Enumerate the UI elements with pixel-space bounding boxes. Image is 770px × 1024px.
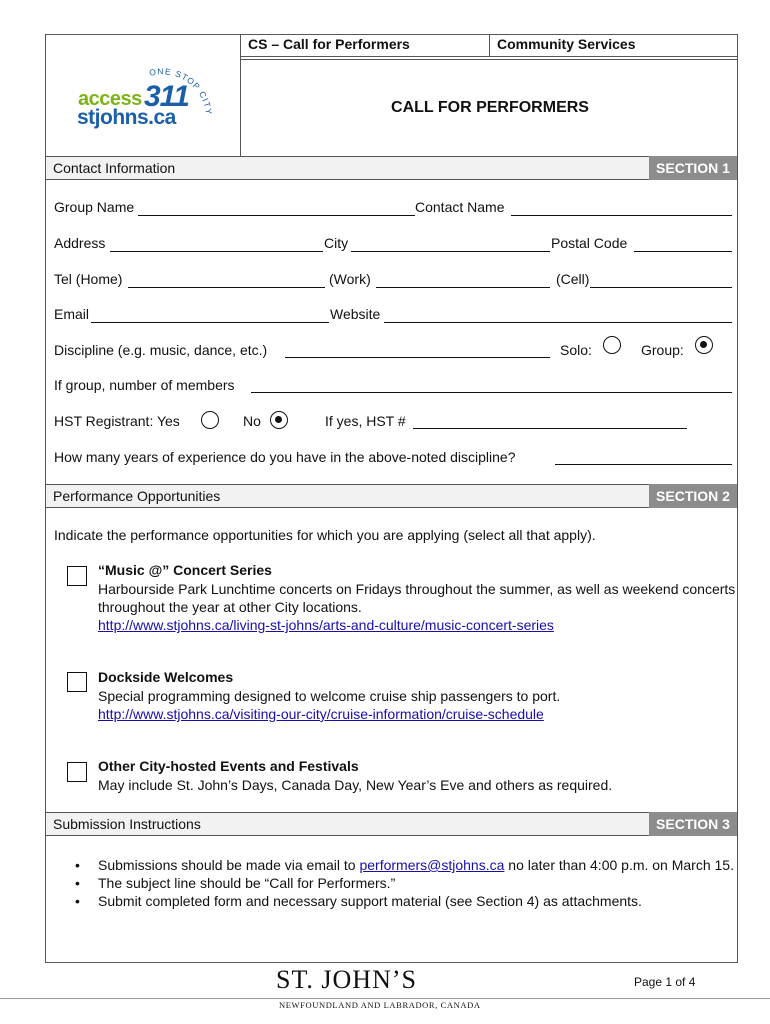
section2-header	[46, 484, 737, 508]
logo-domain: stjohns.ca	[77, 106, 176, 129]
option-description: May include St. John’s Days, Canada Day, New Year’s Eve and others as required.	[98, 777, 613, 793]
contact-name-label: Contact Name	[415, 199, 505, 215]
section3-tag: SECTION 3	[649, 812, 737, 836]
tel-home-label: Tel (Home)	[54, 271, 123, 287]
bullet-text: The subject line should be “Call for Performers.”	[98, 875, 396, 891]
dockside-link[interactable]: http://www.stjohns.ca/visiting-our-city/cruise-information/cruise-schedule	[98, 706, 544, 722]
footer-city-name: ST. JOHN’S	[276, 965, 417, 994]
page-number: Page 1 of 4	[634, 975, 696, 989]
hst-number-field[interactable]	[413, 428, 687, 429]
option-description: Harbourside Park Lunchtime concerts on Fridays throughout the summer, as well as weekend concerts throughout the year at other City locations.	[98, 581, 736, 615]
discipline-field[interactable]	[285, 357, 550, 358]
bullet-icon: •	[75, 857, 80, 873]
tel-work-label: (Work)	[329, 271, 371, 287]
group-radio[interactable]	[695, 336, 713, 354]
section3-header	[46, 812, 737, 836]
bullet-icon: •	[75, 875, 80, 891]
header-rule-2	[240, 59, 738, 60]
tel-work-field[interactable]	[376, 287, 550, 288]
group-name-field[interactable]	[138, 215, 415, 216]
solo-radio[interactable]	[603, 336, 621, 354]
address-field[interactable]	[110, 251, 323, 252]
header-left-title: CS – Call for Performers	[248, 36, 410, 52]
access311-logo	[72, 54, 222, 134]
dockside-welcomes-checkbox[interactable]	[67, 672, 87, 692]
hst-registrant-label: HST Registrant: Yes	[54, 413, 180, 429]
music-concert-link[interactable]: http://www.stjohns.ca/living-st-johns/arts-and-culture/music-concert-series	[98, 617, 554, 633]
hst-no-label: No	[243, 413, 261, 429]
postal-code-field[interactable]	[634, 251, 732, 252]
discipline-label: Discipline (e.g. music, dance, etc.)	[54, 342, 268, 358]
option-title: “Music @” Concert Series	[98, 562, 272, 578]
hst-yes-radio[interactable]	[201, 411, 219, 429]
solo-label: Solo:	[560, 342, 592, 358]
section1-tag: SECTION 1	[649, 156, 737, 180]
tel-home-field[interactable]	[128, 287, 325, 288]
experience-field[interactable]	[555, 464, 732, 465]
header-right-title: Community Services	[497, 36, 636, 52]
logo-access: access	[78, 88, 142, 110]
tel-cell-field[interactable]	[590, 287, 732, 288]
section2-intro: Indicate the performance opportunities for which you are applying (select all that apply).	[54, 527, 596, 543]
section1-label: Contact Information	[53, 160, 176, 176]
option-title: Dockside Welcomes	[98, 669, 234, 685]
form-title: CALL FOR PERFORMERS	[391, 99, 589, 116]
list-item	[54, 892, 734, 910]
website-label: Website	[330, 306, 381, 322]
submission-instructions-list	[54, 856, 734, 910]
website-field[interactable]	[384, 322, 732, 323]
section2-label: Performance Opportunities	[53, 488, 221, 504]
email-field[interactable]	[91, 322, 329, 323]
bullet-text: Submit completed form and necessary support material (see Section 4) as attachments.	[98, 893, 642, 909]
header-divider	[240, 34, 241, 156]
header-rule	[240, 56, 738, 57]
bullet-text: no later than 4:00 p.m. on March 15.	[504, 857, 734, 873]
section3-label: Submission Instructions	[53, 816, 201, 832]
music-concert-checkbox[interactable]	[67, 566, 87, 586]
footer-province: NEWFOUNDLAND AND LABRADOR, CANADA	[279, 1000, 481, 1010]
members-label: If group, number of members	[54, 377, 235, 393]
bullet-text: Submissions should be made via email to	[98, 857, 360, 873]
city-label: City	[324, 235, 349, 251]
city-field[interactable]	[351, 251, 550, 252]
other-events-checkbox[interactable]	[67, 762, 87, 782]
members-field[interactable]	[251, 392, 732, 393]
experience-label: How many years of experience do you have in the above-noted discipline?	[54, 449, 516, 465]
email-label: Email	[54, 306, 90, 322]
section1-header	[46, 156, 737, 180]
group-name-label: Group Name	[54, 199, 135, 215]
postal-code-label: Postal Code	[551, 235, 628, 251]
section2-tag: SECTION 2	[649, 484, 737, 508]
contact-name-field[interactable]	[511, 215, 732, 216]
logo-arc-text: ONE STOP CITY	[148, 66, 215, 116]
group-label: Group:	[641, 342, 684, 358]
option-title: Other City-hosted Events and Festivals	[98, 758, 359, 774]
logo-311: 311	[144, 80, 189, 113]
bullet-icon: •	[75, 893, 80, 909]
address-label: Address	[54, 235, 106, 251]
hst-no-radio[interactable]	[270, 411, 288, 429]
list-item	[54, 874, 734, 892]
tel-cell-label: (Cell)	[556, 271, 590, 287]
option-description: Special programming designed to welcome cruise ship passengers to port.	[98, 688, 561, 704]
list-item	[54, 856, 734, 874]
hst-number-label: If yes, HST #	[325, 413, 406, 429]
footer-rule	[0, 998, 770, 999]
performers-email-link[interactable]: performers@stjohns.ca	[359, 857, 505, 873]
header-divider-2	[489, 34, 490, 56]
